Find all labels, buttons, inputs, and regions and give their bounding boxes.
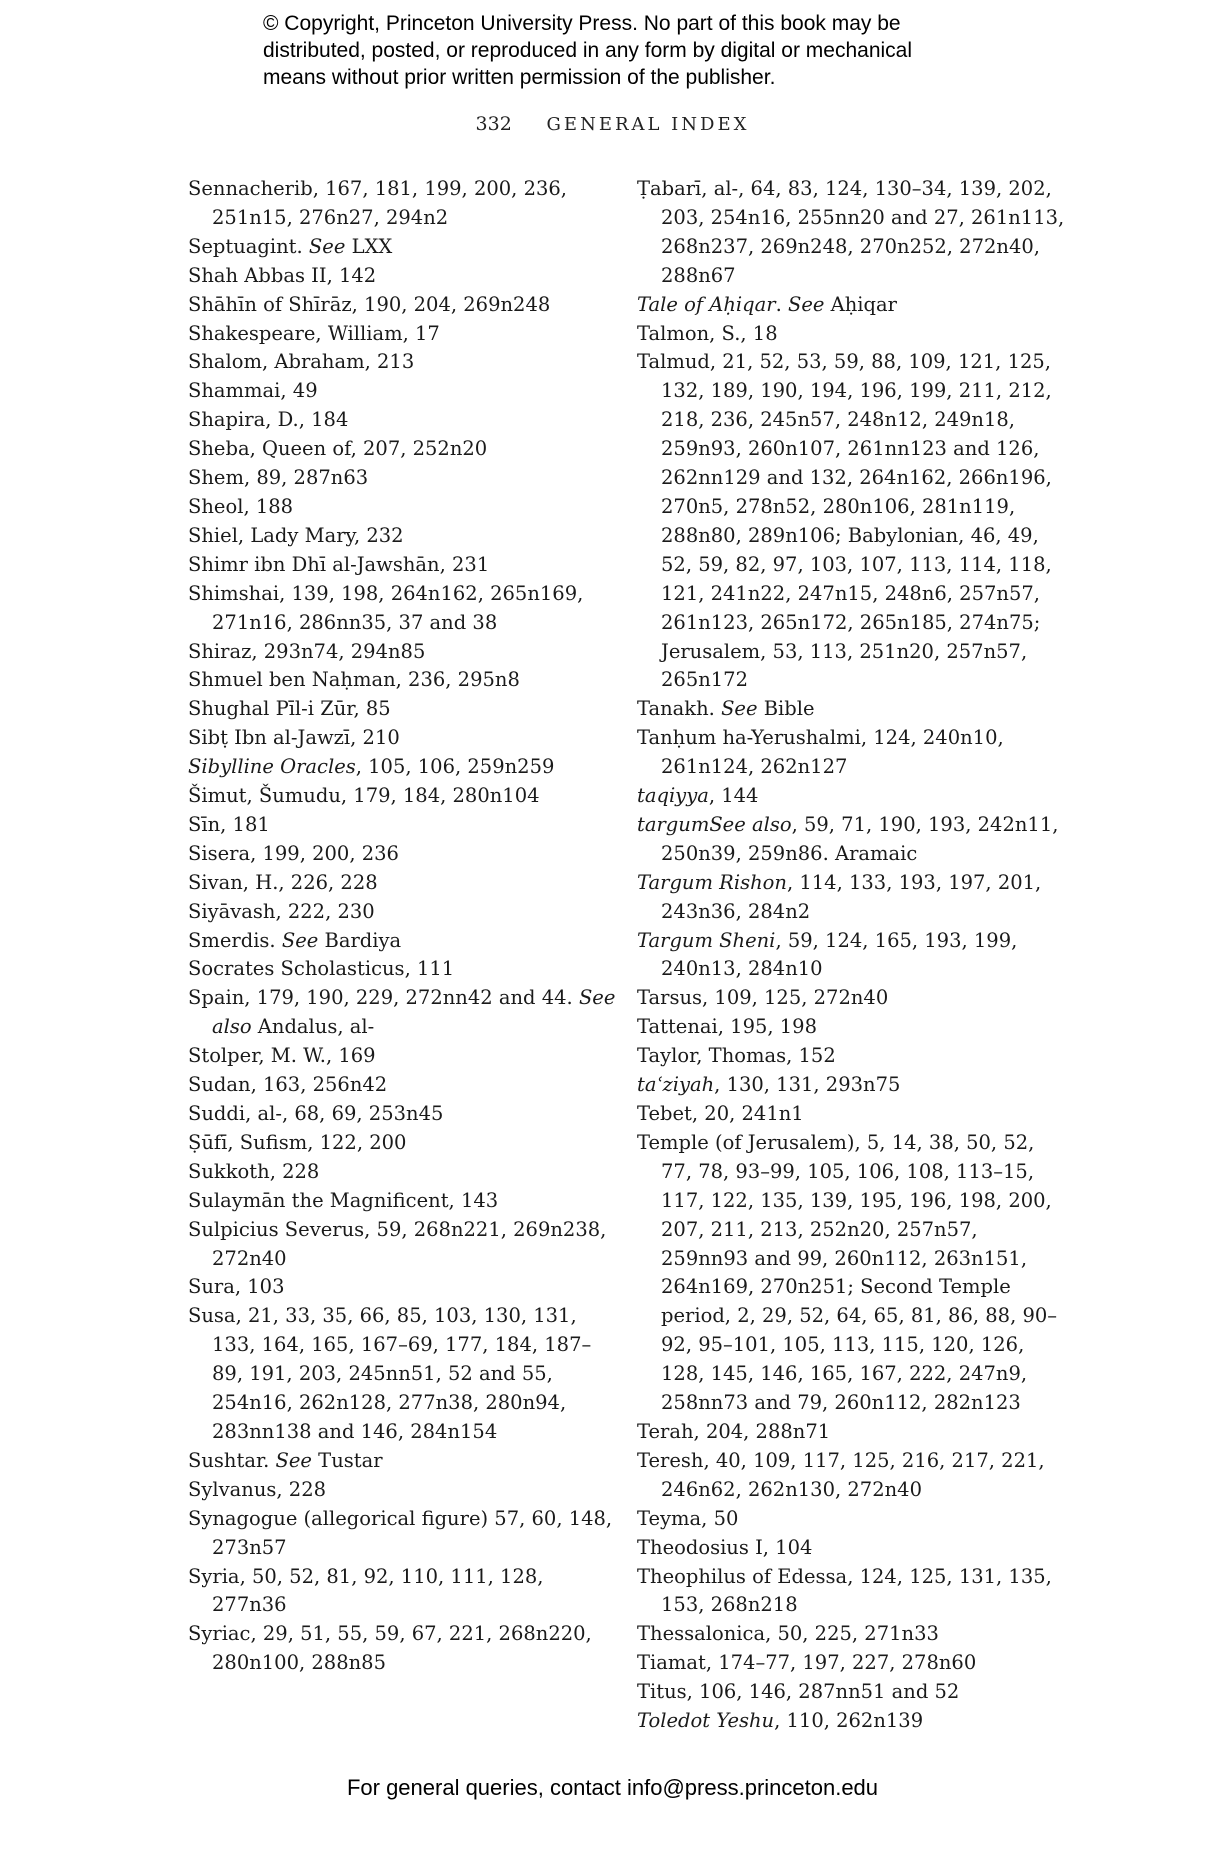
entry-text: , 188 [243,494,294,518]
index-entry [637,348,1067,695]
entry-text: , 114, 133, 193, 197, 201, 243n36, 284n2 [661,870,1042,923]
entry-text: Syria [188,1564,240,1588]
entry-text: , 199, 200, 236 [250,841,399,865]
entry-text: , 109, 125, 272n40 [702,986,889,1010]
entry-text: Sylvanus [188,1477,277,1501]
entry-text: Synagogue (allegorical figure) [188,1506,489,1530]
entry-text: , 190, 204, 269n248 [351,292,551,316]
index-entry [188,1216,618,1274]
entry-italic: See [275,1448,312,1472]
index-entry [637,724,1067,782]
entry-text: , 68, 69, 253n45 [281,1102,444,1125]
index-entry [637,1505,1067,1534]
entry-text: Sura [188,1275,235,1299]
entry-italic: Tale of Aḥiqar [637,292,776,316]
entry-text: , 152 [786,1044,836,1068]
entry-text: , 5, 14, 38, 50, 52, 77, 78, 93–99, 105, 106, 108, 113–15, 117, 122, 135, 139, 195, 196, 198, 200, 207, 211, 213, 252n20, 257n57, 259nn93 and 99, 260n112, 263n151, 264n169, 270n251; Second Temple period, 2, 29, 52, 64, 65, 81, 86, 88, 90–92, 95–101, 105, 113, 115, 120, 126, 128, 145, 146, 165, 167, 222, 247n9, 258nn73 and 79, 260n112, 282n123 [661,1130,1058,1415]
entry-text: Shmuel ben Naḥman [188,668,396,692]
entry-text: , 179, 190, 229, 272nn42 and 44. [244,986,573,1010]
entry-italic: taqiyya [637,784,709,808]
index-entry [188,464,618,493]
index-entry [188,1071,618,1100]
entry-text: , 124, 240n10, 261n124, 262n127 [661,726,1004,779]
entry-text: , 222, 230 [275,899,375,923]
entry-text: Taylor, Thomas [637,1044,787,1068]
index-entry [637,927,1067,985]
entry-text: Shah Abbas II [188,263,327,287]
entry-text: , 204, 288n71 [693,1419,831,1443]
index-entry [188,695,618,724]
index-entry [188,984,618,1042]
entry-text: , 293n74, 294n85 [251,639,426,663]
index-entry [188,955,618,984]
entry-text: , 181 [220,812,270,836]
entry-text: , 104 [762,1535,813,1559]
entry-text: , 167, 181, 199, 200, 236, 251n15, 276n27, 294n2 [212,177,567,229]
entry-italic: Toledot Yeshu [637,1709,775,1733]
entry-text: , 17 [402,321,440,345]
entry-text: Tanakh. [637,697,722,721]
entry-text: Shimr ibn Dhī al-Jawshān [188,552,440,576]
entry-text: Theodosius I [637,1535,763,1559]
index-entry [188,869,618,898]
index-entry [637,1100,1067,1129]
entry-text: Ṣūfī, Sufism [188,1130,308,1154]
entry-text: , 174–77, 197, 227, 278n60 [705,1651,977,1675]
entry-text: Shiel, Lady Mary [188,523,354,547]
entry-text: , 226, 228 [278,870,378,894]
entry-text: , 213 [364,350,415,374]
entry-text: , 50, 225, 271n33 [765,1622,939,1646]
entry-text: , 142 [326,263,377,287]
index-entry [188,1563,618,1621]
index-entry [637,1563,1067,1621]
entry-text: , 207, 252n20 [350,437,488,461]
index-entry [188,753,618,782]
entry-text: Andalus, al- [251,1015,375,1039]
index-entry [188,493,618,522]
index-entry [188,666,618,695]
entry-text: , 64, 83, 124, 130–34, 139, 202, 203, 254n16, 255nn20 and 27, 261n113, 268n237, 269n248, 270n252, 272n40, 288n67 [661,177,1065,287]
entry-text: Bible [757,697,815,721]
footer-contact: For general queries, contact info@press.princeton.edu [346,1775,879,1800]
entry-text: Ṭabarī, al- [637,177,739,200]
entry-text: Talmon, S. [637,321,741,345]
index-entry [188,320,618,349]
entry-text: Sushtar. [188,1448,276,1472]
page-title: GENERAL INDEX [546,114,750,135]
index-entry [188,724,618,753]
entry-text: , 106, 146, 287nn51 and 52 [686,1680,960,1704]
entry-text: , 195, 198 [717,1015,817,1039]
entry-text: Šimut, Šumudu [188,784,341,808]
entry-text: Suddi, al- [188,1102,282,1125]
index-entry [188,406,618,435]
index-entry [637,1071,1067,1100]
entry-text: Shiraz [188,639,252,663]
entry-text: Teresh [637,1448,704,1472]
entry-text: Smerdis. [188,928,282,952]
entry-text: , 110, 262n139 [774,1709,924,1733]
entry-text: Spain [188,986,245,1010]
entry-text: LXX [345,234,393,258]
entry-text: Shammai [188,379,281,403]
entry-text: Bardiya [318,928,402,952]
entry-text: Sheba, Queen of [188,437,351,461]
entry-text: Sulpicius Severus [188,1217,365,1241]
entry-text: Susa [188,1304,236,1328]
entry-italic: See [721,697,758,721]
entry-text: Socrates Scholasticus [188,957,405,981]
entry-text: , 111 [404,957,455,981]
entry-text: Sivan, H. [188,870,279,894]
index-entry [188,1505,618,1563]
index-entry [188,1158,618,1187]
entry-text: Shimshai [188,581,280,605]
entry-text: , 130, 131, 293n75 [714,1073,901,1097]
entry-text: , 124, 125, 131, 135, 153, 268n218 [661,1564,1052,1617]
index-entry [637,811,1067,869]
entry-text: Shem [188,466,244,490]
entry-text: , 122, 200 [307,1130,407,1154]
entry-text: Terah [637,1419,694,1443]
index-entry [188,1447,618,1476]
running-head [0,113,1225,135]
entry-text: Temple (of Jerusalem) [637,1130,855,1154]
index-entry [637,175,1067,291]
copyright-notice: © Copyright, Princeton University Press. No part of this book may be distributed, posted, or reproduced in any form by digital or mechanical means without prior written permission of the publisher. [263,12,913,89]
index-entry [637,320,1067,349]
entry-italic: targum [637,812,710,836]
index-entry [188,638,618,667]
index-entry [188,1042,618,1071]
index-entry [637,1013,1067,1042]
index-entry [637,1620,1067,1649]
entry-text: Sisera [188,841,251,865]
index-entry [188,233,618,262]
entry-text: , 21, 33, 35, 66, 85, 103, 130, 131, 133, 164, 165, 167–69, 177, 184, 187–89, 191, 203, 245nn51, 52 and 55, 254n16, 262n128, 277n38, 280n94, 283nn138 and 146, 284n154 [212,1304,592,1443]
entry-text: Syriac [188,1622,251,1646]
index-entry [188,175,618,233]
index-entry [637,1678,1067,1707]
entry-text: , 50 [701,1506,739,1530]
index-column-left [188,175,618,1678]
entry-text: , 89, 287n63 [243,466,369,490]
entry-text: Tebet [637,1102,692,1125]
entry-text: , 103 [234,1275,285,1299]
index-entry [637,1534,1067,1563]
entry-text: Sheol [188,494,244,518]
index-entry [188,811,618,840]
entry-text: Shakespeare, William [188,321,403,345]
entry-text: Thessalonica [637,1622,766,1646]
entry-text: , 231 [439,552,490,576]
entry-text: Sennacherib [188,177,313,200]
index-entry [188,840,618,869]
index-entry [188,1273,618,1302]
entry-text: , 59, 268n221, 269n238, 272n40 [212,1217,607,1270]
entry-text: Teyma [637,1506,702,1530]
entry-text: Stolper, M. W. [188,1044,326,1068]
entry-text: Septuagint. [188,234,309,258]
entry-text: Shāhīn of Shīrāz [188,292,352,316]
entry-italic: Targum Rishon [637,870,787,894]
index-entry [188,580,618,638]
entry-text: , 143 [448,1188,499,1212]
index-entry [188,1100,618,1129]
index-entry [637,1042,1067,1071]
entry-italic: See [787,292,825,316]
entry-text: Shapira, D. [188,408,299,432]
entry-text: , 49 [280,379,318,403]
entry-text: , 169 [325,1044,376,1068]
entry-text: , 18 [740,321,778,345]
index-entry [188,377,618,406]
entry-text: Tustar [311,1448,383,1472]
entry-italic: See [308,234,346,258]
entry-text: , 139, 198, 264n162, 265n169, 271n16, 286nn35, 37 and 38 [212,581,584,634]
index-entry [188,348,618,377]
entry-text: , 59, 71, 190, 193, 242n11, 250n39, 259n86. [661,812,1059,865]
entry-text: . [775,292,788,316]
entry-italic: See also [709,812,792,836]
index-entry [188,1302,618,1447]
index-entry [188,262,618,291]
index-entry [637,869,1067,927]
index-entry [637,1418,1067,1447]
entry-text: Tattenai [637,1015,718,1039]
index-entry [188,522,618,551]
index-entry [637,984,1067,1013]
entry-text: , 228 [276,1477,327,1501]
index-entry [637,1707,1067,1736]
index-entry [637,695,1067,724]
index-entry [188,898,618,927]
entry-text: Tanḥum ha-Yerushalmi [637,726,861,750]
entry-text: Aḥiqar [824,292,897,316]
index-entry [188,1187,618,1216]
entry-text: , 228 [269,1159,320,1183]
entry-text: , 21, 52, 53, 59, 88, 109, 121, 125, 132, 189, 190, 194, 196, 199, 211, 212, 218, 236, 245n57, 248n12, 249n18, 259n93, 260n107, 261nn123 and 126, 262nn129 and 132, 264n162, 266n196, 270n5, 278n52, 280n106, 281n119, 288n80, 289n106; Babylonian, 46, 49, 52, 59, 82, 97, 103, 107, 113, 114, 118, 121, 241n22, 247n15, 248n6, 257n57, 261n123, 265n172, 265n185, 274n75; Jerusalem, 53, 113, 251n20, 257n57, 265n172 [661,350,1052,692]
entry-text: , 236, 295n8 [395,668,520,692]
entry-text: Theophilus of Edessa [637,1564,848,1588]
entry-text: , 20, 241n1 [691,1102,804,1125]
entry-text: Titus [637,1680,687,1704]
entry-text: 57, 60, 148, 273n57 [212,1506,613,1559]
entry-text: Aramaic [834,841,918,865]
index-entry [188,1129,618,1158]
index-entry [637,1649,1067,1678]
entry-text: Sīn [188,812,221,836]
entry-text: Tarsus [637,986,703,1010]
entry-text: , 184 [298,408,349,432]
index-entry [637,1129,1067,1418]
entry-text: , 50, 52, 81, 92, 110, 111, 128, 277n36 [212,1564,544,1617]
entry-text: , 232 [353,523,404,547]
entry-text: Shalom, Abraham [188,350,365,374]
index-entry [188,551,618,580]
index-entry [188,782,618,811]
index-entry [637,1447,1067,1505]
entry-text: Tiamat [637,1651,706,1675]
entry-text: Shughal Pīl-i Zūr [188,697,354,721]
entry-text: , 40, 109, 117, 125, 216, 217, 221, 246n62, 262n130, 272n40 [661,1448,1045,1501]
entry-text: , 29, 51, 55, 59, 67, 221, 268n220, 280n100, 288n85 [212,1622,592,1675]
entry-text: , 179, 184, 280n104 [340,784,540,808]
index-column-right [637,175,1067,1736]
entry-text: Sulaymān the Magnificent [188,1188,449,1212]
index-entry [188,927,618,956]
index-entry [188,1476,618,1505]
entry-text: , 144 [708,784,759,808]
entry-text: , 59, 124, 165, 193, 199, 240n13, 284n10 [661,928,1018,981]
entry-text: Sudan [188,1073,251,1097]
index-entry [637,291,1067,320]
index-entry [188,291,618,320]
entry-text: Sibṭ Ibn al-Jawzī [188,726,351,750]
page-number: 332 [475,113,512,135]
entry-text: , 163, 256n42 [250,1073,388,1097]
entry-italic: See also [212,986,616,1039]
entry-text: Siyāvash [188,899,276,923]
entry-italic: See [281,928,319,952]
entry-text: , 85 [353,697,391,721]
entry-italic: Sibylline Oracles [188,755,356,779]
index-entry [188,1620,618,1678]
entry-text: Sukkoth [188,1159,270,1183]
index-entry [637,782,1067,811]
index-entry [188,435,618,464]
entry-text: Talmud [637,350,710,374]
entry-text: , 210 [350,726,400,750]
entry-italic: taʿziyah [637,1073,715,1097]
entry-italic: Targum Sheni [637,928,776,952]
entry-text: , 105, 106, 259n259 [355,755,555,779]
